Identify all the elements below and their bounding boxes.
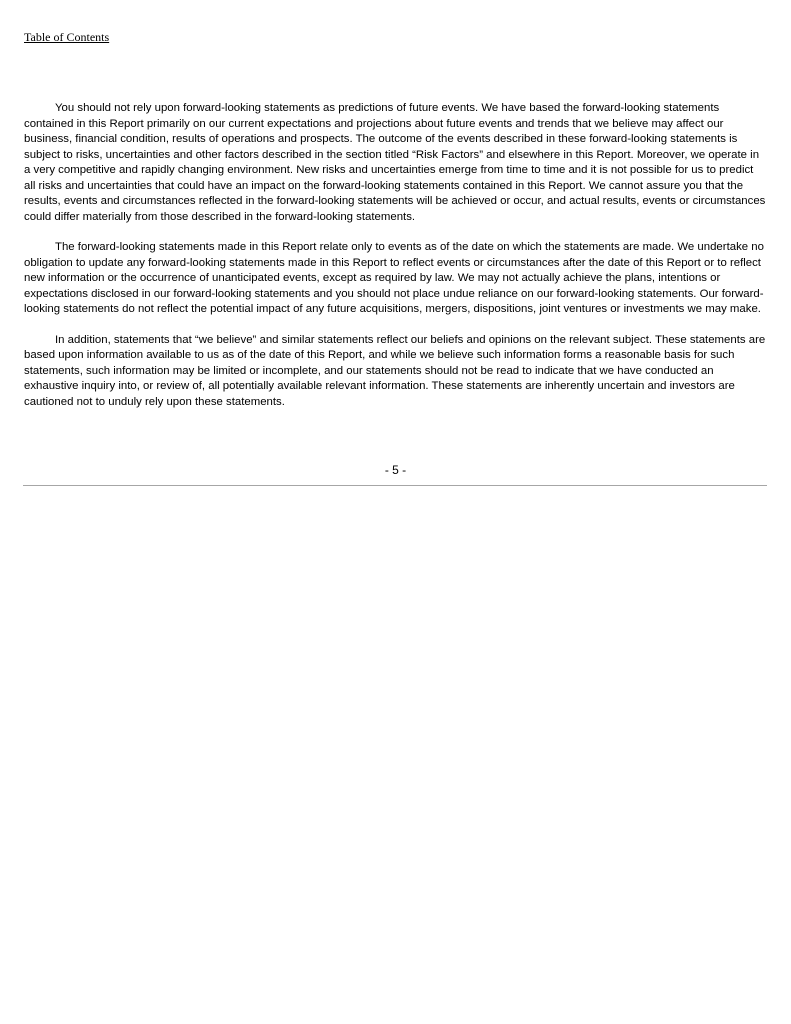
document-body [24, 101, 766, 425]
paragraph-forward-looking-reliance: You should not rely upon forward-looking statements as predictions of future events. We have based the forward-looking statements contained in this Report primarily on our current expectations and projections about future events and trends that we believe may affect our business, financial condition, results of operations and prospects. The outcome of the events described in these forward-looking statements is subject to risks, uncertainties and other factors described in the section titled “Risk Factors” and elsewhere in this Report. Moreover, we operate in a very competitive and rapidly changing environment. New risks and uncertainties emerge from time to time and it is not possible for us to predict all risks and uncertainties that could have an impact on the forward-looking statements contained in this Report. We cannot assure you that the results, events and circumstances reflected in the forward-looking statements will be achieved or occur, and actual results, events or circumstances could differ materially from those described in the forward-looking statements. [24, 102, 766, 223]
page-number: - 5 - [384, 463, 407, 477]
paragraph-beliefs-opinions: In addition, statements that “we believe” and similar statements reflect our beliefs and opinions on the relevant subject. These statements are based upon information available to us as of the date of this Report, and while we believe such information forms a reasonable basis for such statements, such information may be limited or incomplete, and our statements should not be read to indicate that we have conducted an exhaustive inquiry into, or review of, all potentially available relevant information. These statements are inherently uncertain and investors are cautioned not to unduly rely upon these statements. [24, 333, 766, 408]
page-divider [23, 485, 767, 486]
table-of-contents-link[interactable]: Table of Contents [24, 30, 110, 44]
paragraph-forward-looking-dates: The forward-looking statements made in this Report relate only to events as of the date on which the statements are made. We undertake no obligation to update any forward-looking statements made in this Report to reflect events or circumstances after the date of this Report or to reflect new information or the occurrence of unanticipated events, except as required by law. We may not actually achieve the plans, intentions or expectations disclosed in our forward-looking statements and you should not place undue reliance on our forward-looking statements. Our forward-looking statements do not reflect the potential impact of any future acquisitions, mergers, dispositions, joint ventures or investments we may make. [24, 241, 764, 315]
